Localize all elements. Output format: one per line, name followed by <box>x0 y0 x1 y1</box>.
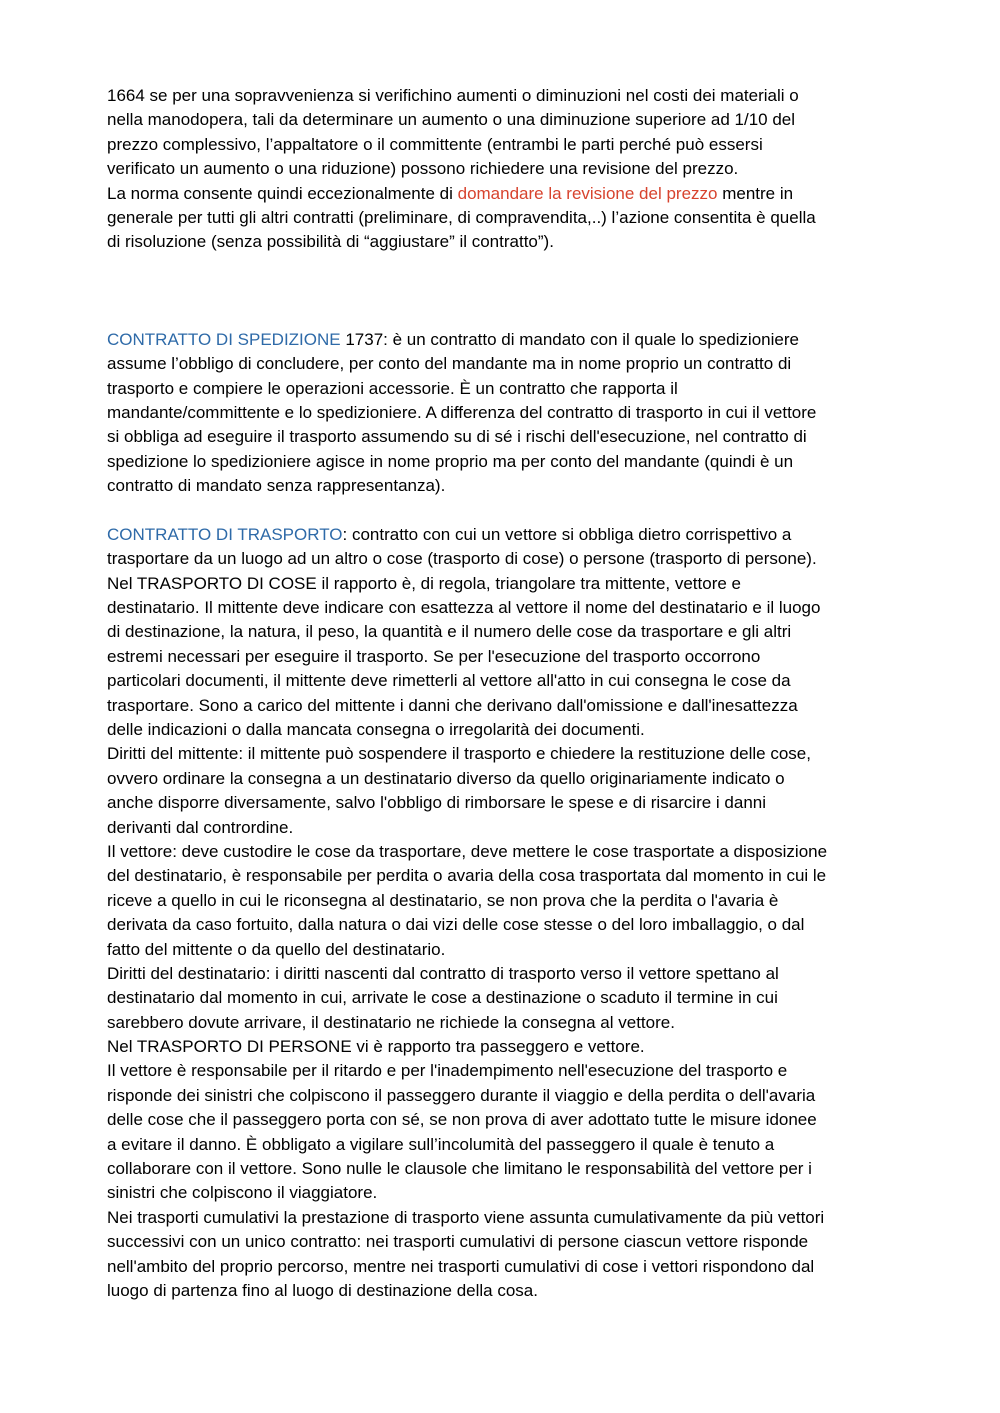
text-line: assume l’obbligo di concludere, per conto del mandante ma in nome proprio un contratto di <box>107 354 792 374</box>
text-line: Nel TRASPORTO DI COSE il rapporto è, di regola, triangolare tra mittente, vettore e <box>107 573 741 593</box>
text-line: generale per tutti gli altri contratti (preliminare, di compravendita,..) l’azione consentita è quella <box>107 207 816 227</box>
trasporto-section <box>107 523 897 1304</box>
text-line: delle indicazioni o dalla mancata consegna o irregolarità dei documenti. <box>107 719 645 739</box>
section-spacer <box>107 498 897 522</box>
text-line: di risoluzione (senza possibilità di “aggiustare” il contratto”). <box>107 232 554 252</box>
text-line: verificato un aumento o una riduzione) possono richiedere una revisione del prezzo. <box>107 159 739 179</box>
text-line <box>107 182 897 206</box>
text-line: sarebbero dovute arrivare, il destinatario ne richiede la consegna al vettore. <box>107 1012 675 1032</box>
text-line: destinatario dal momento in cui, arrivate le cose a destinazione o scaduto il termine in cui <box>107 988 778 1008</box>
note-text: La norma consente quindi eccezionalmente di <box>107 183 458 203</box>
text-line: 1664 se per una sopravvenienza si verifichino aumenti o diminuzioni nel costi dei materiali o <box>107 86 799 105</box>
text-line: collaborare con il vettore. Sono nulle le clausole che limitano le responsabilità del vettore per i <box>107 1159 812 1179</box>
text-line <box>107 328 897 352</box>
text-line: derivata da caso fortuito, dalla natura o dai vizi delle cose stesse o del loro imballaggio, o dal <box>107 915 805 935</box>
text-line: risponde dei sinistri che colpiscono il passeggero durante il viaggio e della perdita o dell'avaria <box>107 1085 816 1105</box>
text-line: si obbliga ad eseguire il trasporto assumendo su di sé i rischi dell'esecuzione, nel contratto di <box>107 427 807 447</box>
text-line: prezzo complessivo, l’appaltatore o il committente (entrambi le parti perché può essersi <box>107 134 763 154</box>
text-line: estremi necessari per eseguire il trasporto. Se per l'esecuzione del trasporto occorrono <box>107 646 761 666</box>
text-line: nella manodopera, tali da determinare un aumento o una diminuzione superiore ad 1/10 del <box>107 110 796 130</box>
text-line: delle cose che il passeggero porta con sé, se non prova di aver adottato tutte le misure idonee <box>107 1110 817 1130</box>
text-line: ovvero ordinare la consegna a un destinatario diverso da quello originariamente indicato o <box>107 768 785 788</box>
text-line: Il vettore è responsabile per il ritardo e per l'inadempimento nell'esecuzione del trasporto e <box>107 1061 788 1081</box>
text-line <box>107 523 897 547</box>
text-line: mandante/committente e lo spedizioniere. A differenza del contratto di trasporto in cui il vettore <box>107 402 817 422</box>
text-line: Nel TRASPORTO DI PERSONE vi è rapporto tra passeggero e vettore. <box>107 1037 645 1057</box>
text-line: derivanti dal contrordine. <box>107 817 294 837</box>
text-line: trasportare da un luogo ad un altro o cose (trasporto di cose) o persone (trasporto di persone). <box>107 549 817 569</box>
heading-rest: : contratto con cui un vettore si obbliga dietro corrispettivo a <box>342 524 792 544</box>
text-line: successivi con un unico contratto: nei trasporti cumulativi di persone ciascun vettore risponde <box>107 1232 809 1252</box>
text-line: trasporto e compiere le operazioni accessorie. È un contratto che rapporta il <box>107 378 678 398</box>
text-line: spedizione lo spedizioniere agisce in nome proprio ma per conto del mandante (quindi è un <box>107 451 794 471</box>
text-line: Nei trasporti cumulativi la prestazione di trasporto viene assunta cumulativamente da più vettori <box>107 1207 825 1227</box>
text-line: Diritti del destinatario: i diritti nascenti dal contratto di trasporto verso il vettore spettano al <box>107 963 779 983</box>
text-line: sinistri che colpiscono il viaggiatore. <box>107 1183 378 1203</box>
text-line: particolari documenti, il mittente deve rimetterli al vettore all'atto in cui consegna le cose da <box>107 671 791 691</box>
text-line: luogo di partenza fino al luogo di destinazione della cosa. <box>107 1280 538 1300</box>
revision-paragraph <box>107 84 897 255</box>
text-line: del destinatario, è responsabile per perdita o avaria della cosa trasportata dal momento in cui le <box>107 866 827 886</box>
text-line: riceve a quello in cui le riconsegna al destinatario, se non prova che la perdita o l'avaria è <box>107 890 779 910</box>
section-spacer <box>107 255 897 328</box>
text-line: trasportare. Sono a carico del mittente i danni che derivano dall'omissione e dall'inesattezza <box>107 695 798 715</box>
text-line: contratto di mandato senza rappresentanza). <box>107 476 446 496</box>
text-line: nell'ambito del proprio percorso, mentre nei trasporti cumulativi di cose i vettori rispondono dal <box>107 1256 815 1276</box>
text-line: destinatario. Il mittente deve indicare con esattezza al vettore il nome del destinatario e il luogo <box>107 598 821 618</box>
section-heading: CONTRATTO DI TRASPORTO <box>107 524 343 544</box>
document-page <box>107 84 897 1303</box>
section-heading: CONTRATTO DI SPEDIZIONE <box>107 329 341 349</box>
highlighted-phrase: domandare la revisione del prezzo <box>457 183 718 203</box>
text-line: a evitare il danno. È obbligato a vigilare sull’incolumità del passeggero il quale è tenuto a <box>107 1134 775 1154</box>
text-line: Il vettore: deve custodire le cose da trasportare, deve mettere le cose trasportate a disposizione <box>107 841 828 861</box>
text-line: fatto del mittente o da quello del destinatario. <box>107 939 446 959</box>
text-line: Diritti del mittente: il mittente può sospendere il trasporto e chiedere la restituzione delle cose, <box>107 744 811 764</box>
spedizione-section <box>107 328 897 499</box>
heading-rest: 1737: è un contratto di mandato con il quale lo spedizioniere <box>340 329 799 349</box>
text-line: anche disporre diversamente, salvo l'obbligo di rimborsare le spese e di risarcire i danni <box>107 793 767 813</box>
note-text: mentre in <box>717 183 794 203</box>
text-line: di destinazione, la natura, il peso, la quantità e il numero delle cose da trasportare e gli altri <box>107 622 792 642</box>
